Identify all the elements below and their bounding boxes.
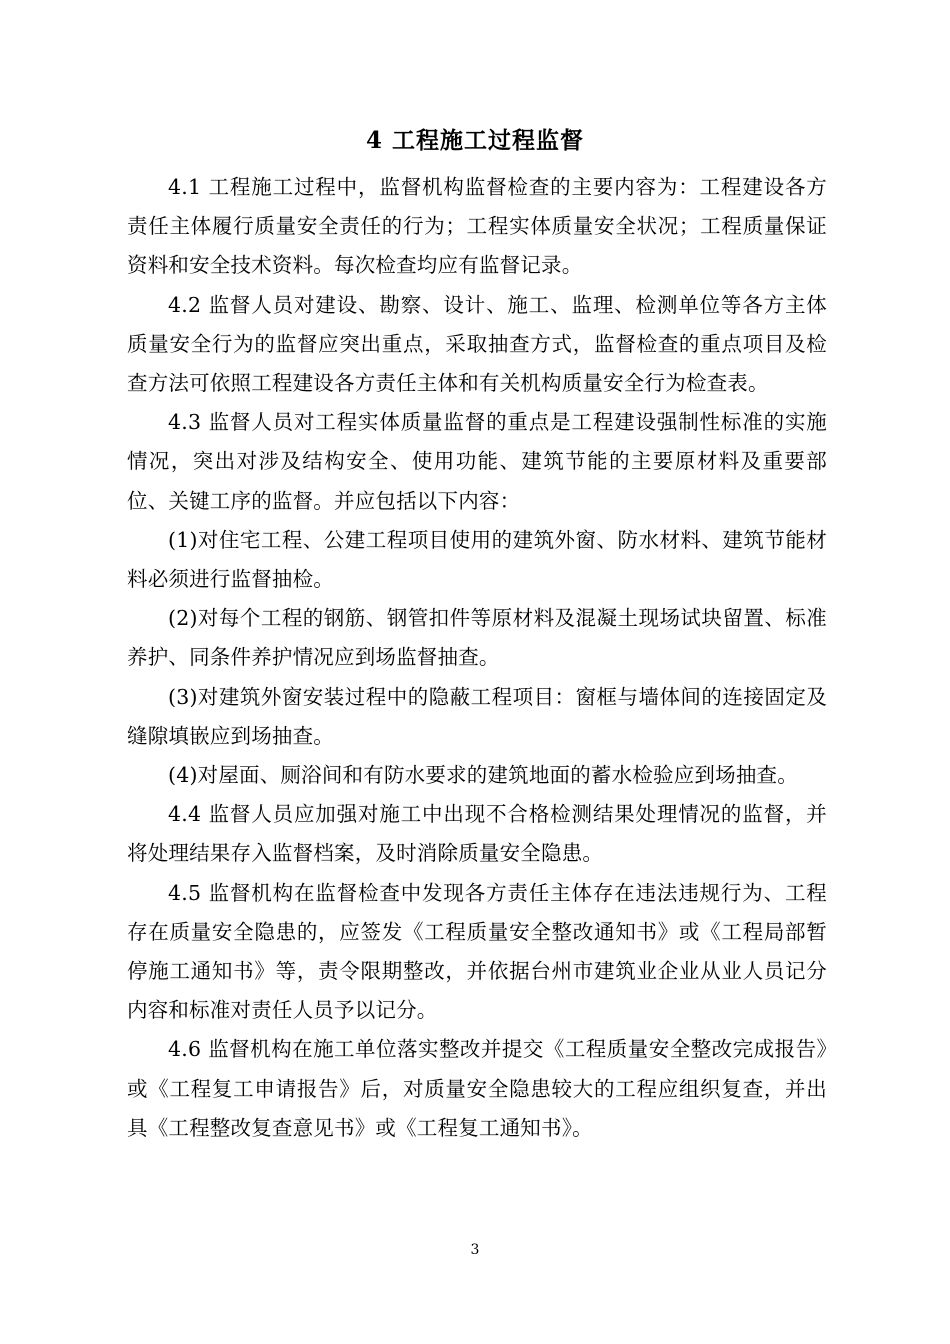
page-number: 3 [470,1242,480,1258]
paragraph-4-3-item-2: (2)对每个工程的钢筋、钢管扣件等原材料及混凝土现场试块留置、标准养护、同条件养护情况应到场监督抽查。 [127,606,827,670]
paragraph-4-6: 4.6 监督机构在施工单位落实整改并提交《工程质量安全整改完成报告》或《工程复工申请报告》后，对质量安全隐患较大的工程应组织复查，并出具《工程整改复查意见书》或《工程复工通知书》。 [127,1037,827,1140]
paragraph-4-4: 4.4 监督人员应加强对施工中出现不合格检测结果处理情况的监督，并将处理结果存入监督档案，及时消除质量安全隐患。 [127,802,827,866]
paragraph-4-5: 4.5 监督机构在监督检查中发现各方责任主体存在违法违规行为、工程存在质量安全隐患的，应签发《工程质量安全整改通知书》或《工程局部暂停施工通知书》等，责令限期整改，并依据台州市建筑业企业从业人员记分内容和标准对责任人员予以记分。 [127,880,827,1023]
paragraph-4-1: 4.1 工程施工过程中，监督机构监督检查的主要内容为：工程建设各方责任主体履行质量安全责任的行为；工程实体质量安全状况；工程质量保证资料和安全技术资料。每次检查均应有监督记录。 [127,175,827,278]
paragraph-4-3-item-4: (4)对屋面、厕浴间和有防水要求的建筑地面的蓄水检验应到场抽查。 [168,763,798,788]
paragraph-4-3-item-3: (3)对建筑外窗安装过程中的隐蔽工程项目：窗框与墙体间的连接固定及缝隙填嵌应到场抽查。 [127,684,827,748]
paragraph-4-2: 4.2 监督人员对建设、勘察、设计、施工、监理、检测单位等各方主体质量安全行为的监督应突出重点，采取抽查方式，监督检查的重点项目及检查方法可依照工程建设各方责任主体和有关机构质量安全行为检查表。 [127,292,827,396]
paragraph-4-3: 4.3 监督人员对工程实体质量监督的重点是工程建设强制性标准的实施情况，突出对涉及结构安全、使用功能、建筑节能的主要原材料及重要部位、关键工序的监督。并应包括以下内容： [127,410,827,513]
paragraph-4-3-item-1: (1)对住宅工程、公建工程项目使用的建筑外窗、防水材料、建筑节能材料必须进行监督抽检。 [127,527,827,592]
section-body [127,168,827,1148]
section-title: 4 工程施工过程监督 [365,127,584,154]
